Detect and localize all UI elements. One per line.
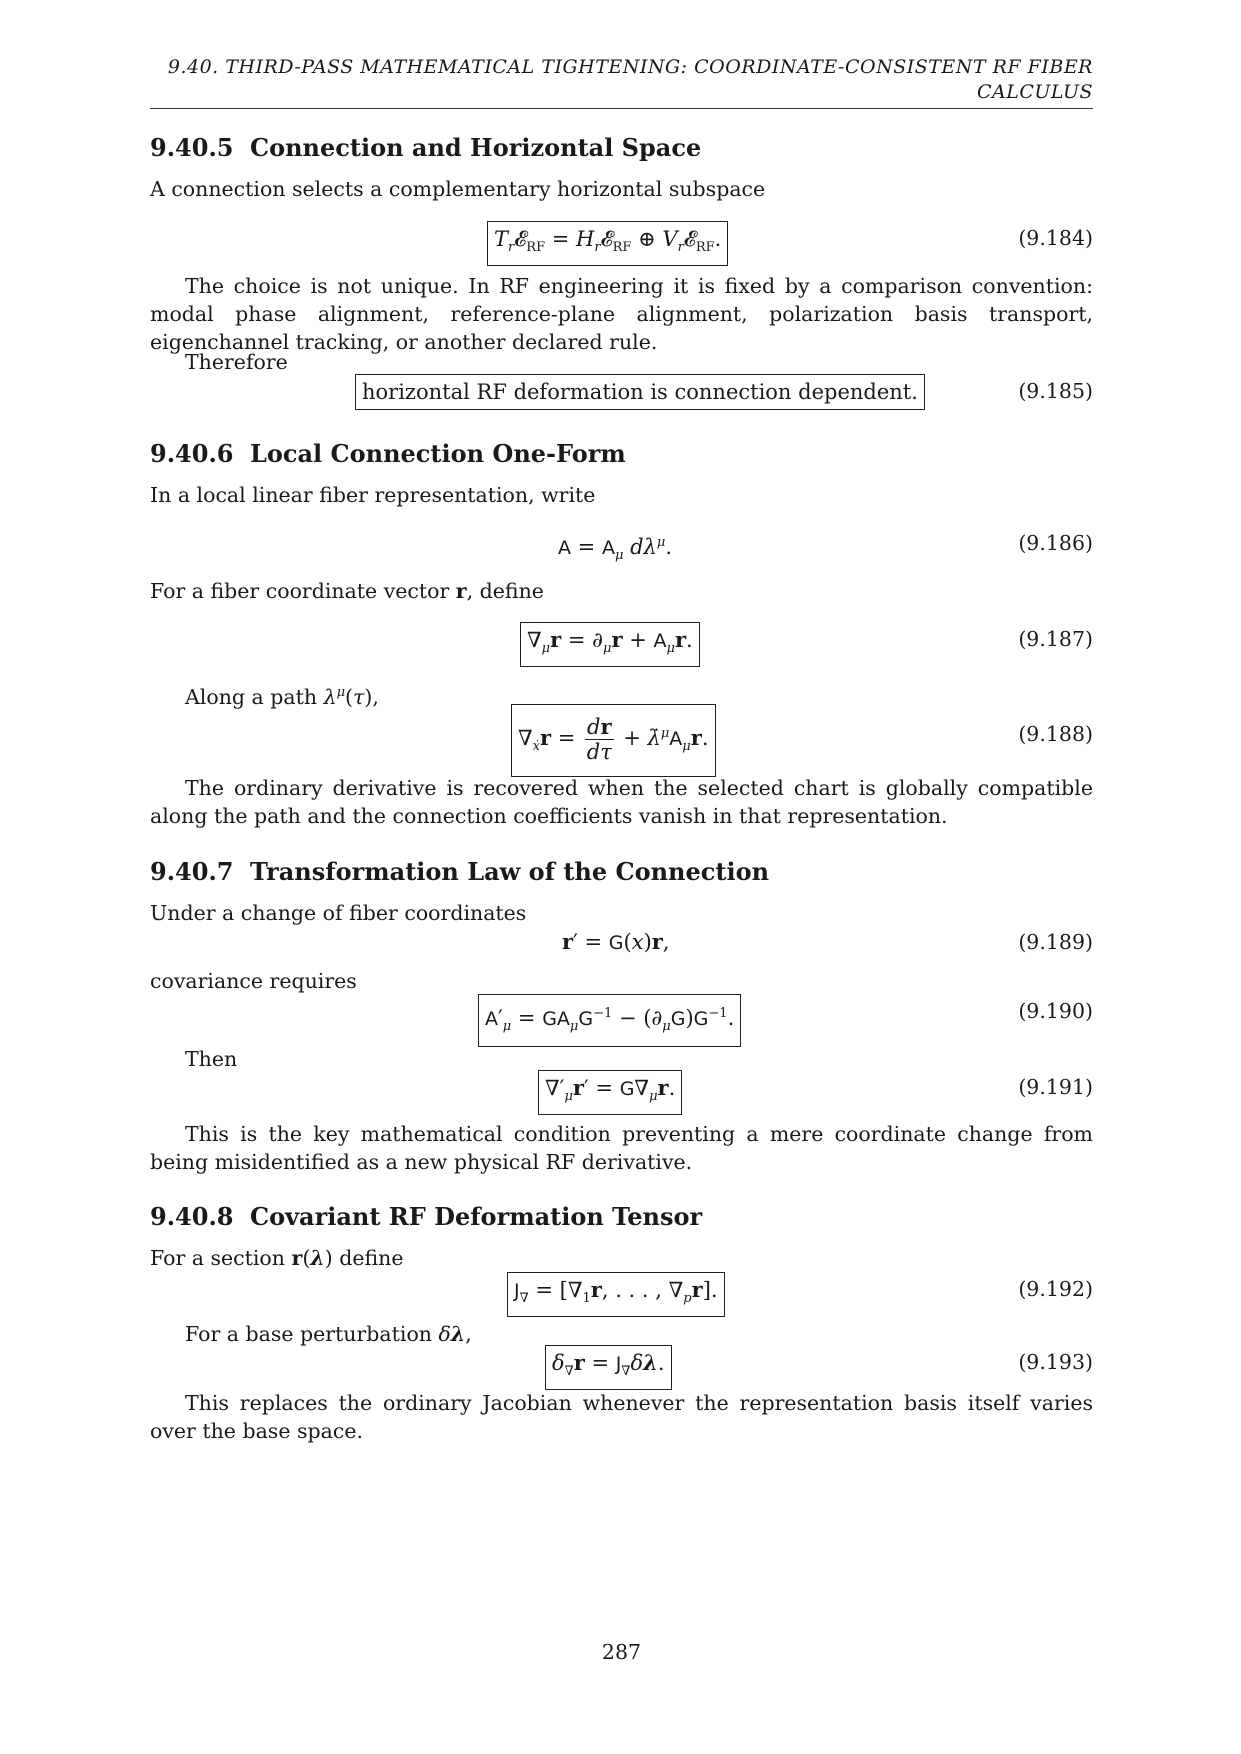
section-title: Local Connection One-Form [250, 439, 626, 468]
paragraph: For a section r(λ) define [150, 1246, 404, 1270]
paper-page [150, 0, 1093, 1754]
equation-9-189 [150, 925, 1093, 965]
paragraph: For a base perturbation δλ, [185, 1322, 472, 1346]
equation-body: $T_r𝓔_{RF}$ = $H_r𝓔_{RF}$ ⊕ $V_r𝓔_{RF}$. [487, 221, 728, 266]
equation-9-192 [150, 1272, 1093, 1312]
fraction: $\frac{dr}{d\tau}$ [586, 714, 612, 764]
section-number: 9.40.7 [150, 857, 234, 886]
equation-9-193 [150, 1345, 1093, 1385]
section-heading-9-40-5 [150, 133, 701, 163]
page-number: 287 [601, 1640, 642, 1664]
section-number: 9.40.8 [150, 1202, 234, 1231]
boxed-statement: horizontal RF deformation is connection dependent. [355, 374, 925, 410]
running-header-line-2: CALCULUS [976, 81, 1093, 103]
equation-body: $J_\nabla = [\nabla_1r$, . . . , $\nabla_pr$]. [507, 1272, 725, 1317]
section-number: 9.40.6 [150, 439, 234, 468]
section-title: Covariant RF Deformation Tensor [250, 1202, 703, 1231]
paragraph: Therefore [185, 350, 288, 374]
section-title: Connection and Horizontal Space [250, 133, 702, 162]
equation-number: (9.189) [1018, 930, 1093, 954]
paragraph: The ordinary derivative is recovered when the selected chart is globally compatible along the path and the connection coefficients vanish in that representation. [150, 776, 1093, 828]
paragraph: Along a path $\lambda^\mu(\tau)$, [185, 684, 379, 709]
paragraph: For a fiber coordinate vector r, define [150, 579, 544, 603]
equation-9-185 [150, 374, 1093, 414]
equation-body: $A'_\mu = GA_\mu G^{-1} - (\partial_\mu G)G^{-1}$. [478, 994, 741, 1047]
equation-9-184 [150, 221, 1093, 261]
header-rule [150, 108, 1093, 109]
equation-body: $A = A_\mu$ $d\lambda^\mu$. [558, 535, 672, 564]
running-header [150, 55, 1093, 105]
paragraph: A connection selects a complementary horizontal subspace [150, 177, 766, 201]
section-heading-9-40-7 [150, 857, 769, 887]
equation-number: (9.188) [1018, 722, 1093, 746]
paragraph: The choice is not unique. In RF engineering it is fixed by a comparison convention: modal phase alignment, reference-plane alignment, polarization basis transport, eigenchannel tracking, or another declared rule. [150, 274, 1093, 354]
equation-9-191 [150, 1070, 1093, 1110]
section-heading-9-40-6 [150, 439, 626, 469]
equation-body: $\delta_\nabla r = J_\nabla\delta\lambda$. [545, 1345, 672, 1390]
equation-body: $\nabla_ẋr$ = $\frac{dr}{d\tau}$ + $\lambdȧ^\mu A_\mu r$. [511, 704, 716, 777]
section-heading-9-40-8 [150, 1202, 702, 1232]
paragraph: In a local linear fiber representation, write [150, 483, 596, 507]
paragraph: This is the key mathematical condition preventing a mere coordinate change from being misidentified as a new physical RF derivative. [150, 1122, 1093, 1174]
equation-body: r′ = G(x)r, [562, 929, 670, 954]
equation-body: $\nabla_\mu r = \partial_\mu r + A_\mu r$. [520, 622, 700, 667]
equation-body: $\nabla'_\mu r' = G\nabla_\mu r$. [538, 1070, 682, 1115]
section-title: Transformation Law of the Connection [250, 857, 770, 886]
paragraph: covariance requires [150, 969, 357, 993]
equation-number: (9.190) [1018, 999, 1093, 1023]
paragraph: Then [185, 1047, 238, 1071]
equation-number: (9.191) [1018, 1075, 1093, 1099]
paragraph: Under a change of fiber coordinates [150, 901, 527, 925]
paragraph: This replaces the ordinary Jacobian whenever the representation basis itself varies over the base space. [150, 1391, 1093, 1443]
equation-number: (9.187) [1018, 627, 1093, 651]
running-header-line-1: 9.40. THIRD-PASS MATHEMATICAL TIGHTENING: COORDINATE-CONSISTENT RF FIBER [167, 56, 1093, 78]
equation-9-188 [150, 704, 1093, 768]
equation-number: (9.185) [1018, 379, 1093, 403]
section-number: 9.40.5 [150, 133, 234, 162]
equation-9-190 [150, 994, 1093, 1036]
equation-9-187 [150, 622, 1093, 662]
equation-number: (9.192) [1018, 1277, 1093, 1301]
equation-9-186 [150, 526, 1093, 566]
equation-number: (9.193) [1018, 1350, 1093, 1374]
equation-number: (9.184) [1018, 226, 1093, 250]
equation-number: (9.186) [1018, 531, 1093, 555]
